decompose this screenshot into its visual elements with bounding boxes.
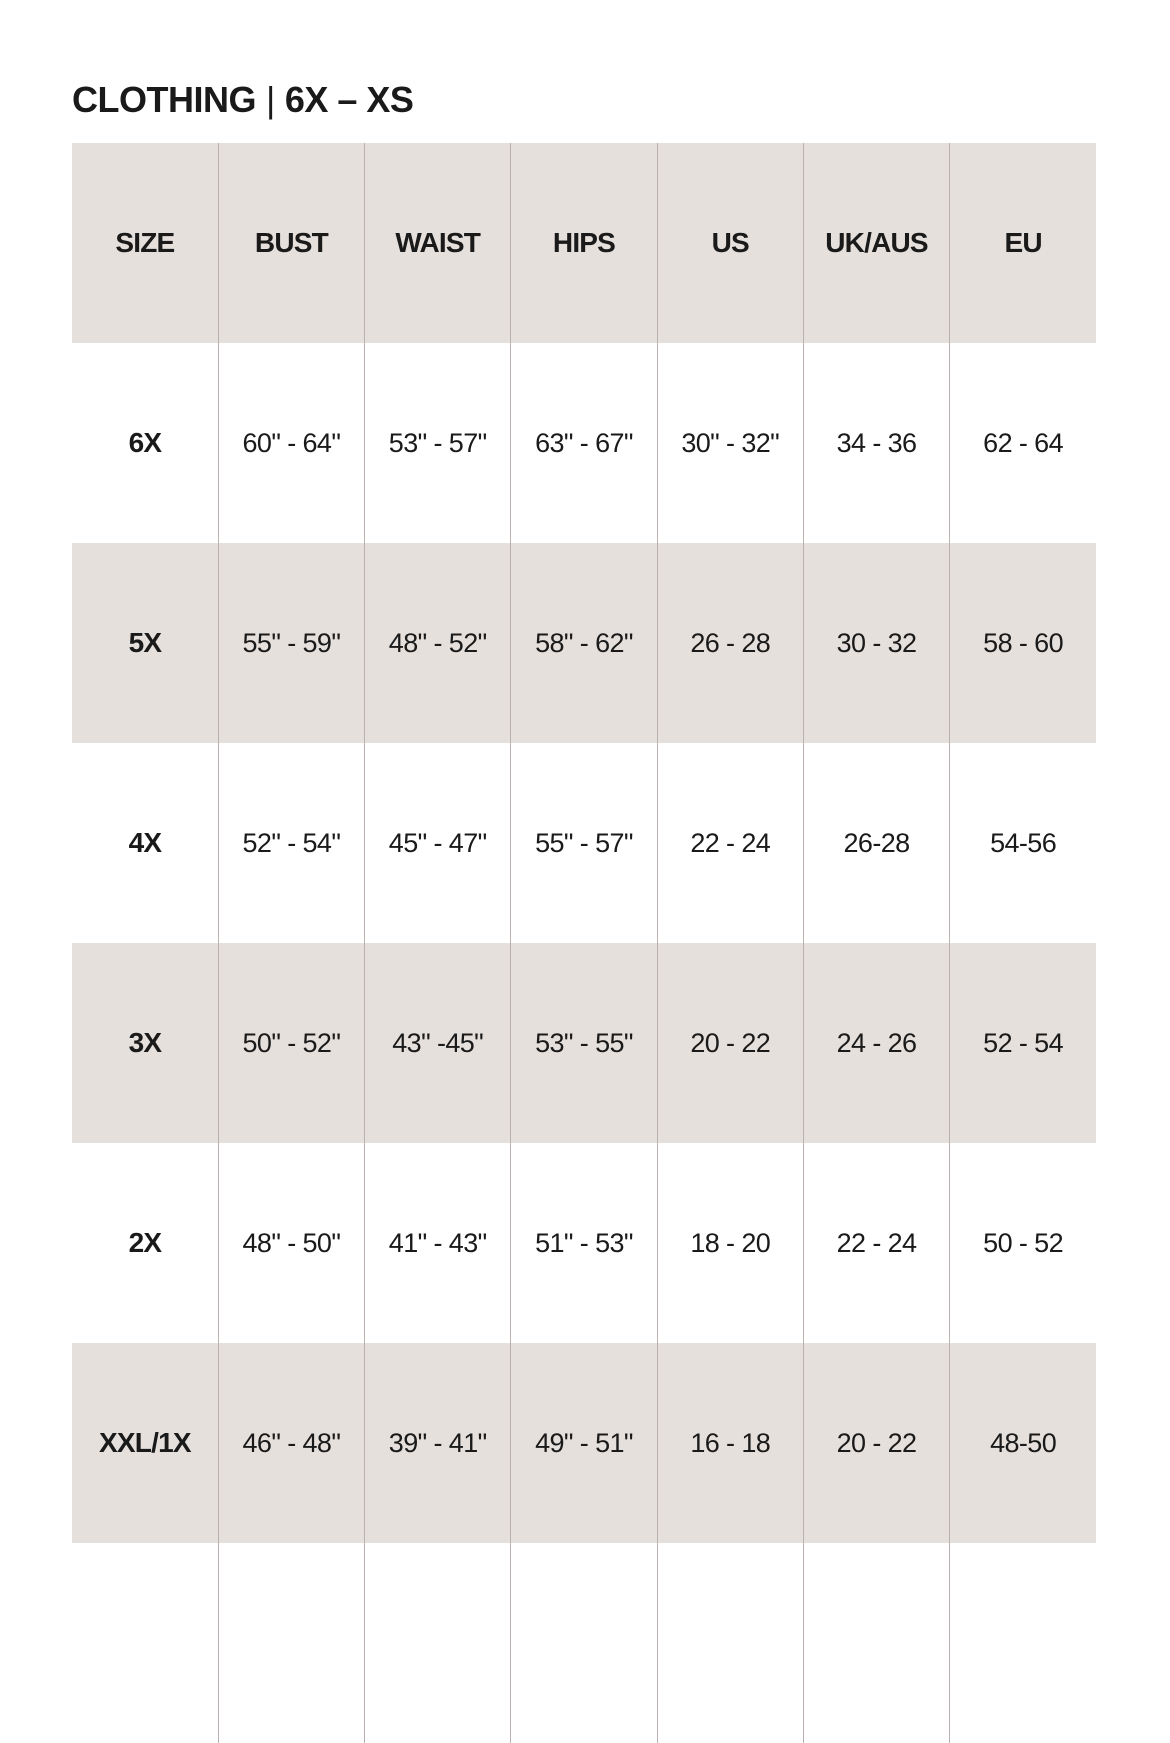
hips-cell: 55" - 57" (511, 743, 657, 943)
eu-cell: 58 - 60 (950, 543, 1096, 743)
waist-cell: 45" - 47" (365, 743, 511, 943)
header-size: SIZE (115, 227, 175, 258)
waist-cell: 39" - 41" (365, 1343, 511, 1543)
title-range: 6X – XS (284, 79, 414, 120)
header-us: US (657, 143, 803, 343)
uk-aus-cell: 26-28 (803, 743, 949, 943)
bust-cell: 55" - 59" (218, 543, 364, 743)
us-cell: 18 - 20 (657, 1143, 803, 1343)
uk-aus-cell: 30 - 32 (803, 543, 949, 743)
eu-cell: 48-50 (950, 1343, 1096, 1543)
size-cell: 6X (128, 427, 162, 458)
page-title (72, 78, 413, 122)
table-header-row (72, 143, 1096, 343)
uk-aus-cell: 24 - 26 (803, 943, 949, 1143)
size-cell: 5X (128, 627, 162, 658)
us-cell (657, 1543, 803, 1743)
hips-cell (511, 1543, 657, 1743)
size-cell (72, 1543, 218, 1743)
uk-aus-cell (803, 1543, 949, 1743)
hips-cell: 49" - 51" (511, 1343, 657, 1543)
title-main: CLOTHING (72, 79, 256, 120)
eu-cell: 52 - 54 (950, 943, 1096, 1143)
us-cell: 22 - 24 (657, 743, 803, 943)
header-uk-aus: UK/AUS (803, 143, 949, 343)
us-cell: 30" - 32" (657, 343, 803, 543)
size-cell: 3X (128, 1027, 162, 1058)
eu-cell (950, 1543, 1096, 1743)
hips-cell: 53" - 55" (511, 943, 657, 1143)
waist-cell: 41" - 43" (365, 1143, 511, 1343)
header-eu: EU (950, 143, 1096, 343)
eu-cell: 54-56 (950, 743, 1096, 943)
waist-cell: 53" - 57" (365, 343, 511, 543)
bust-cell (218, 1543, 364, 1743)
table-row (72, 343, 1096, 543)
bust-cell: 48" - 50" (218, 1143, 364, 1343)
bust-cell: 46" - 48" (218, 1343, 364, 1543)
table-row (72, 1343, 1096, 1543)
bust-cell: 52" - 54" (218, 743, 364, 943)
table-row-partial (72, 1543, 1096, 1743)
us-cell: 20 - 22 (657, 943, 803, 1143)
table-row (72, 1143, 1096, 1343)
size-cell: XXL/1X (99, 1427, 191, 1458)
size-cell: 4X (128, 827, 162, 858)
eu-cell: 62 - 64 (950, 343, 1096, 543)
us-cell: 26 - 28 (657, 543, 803, 743)
waist-cell: 43" -45" (365, 943, 511, 1143)
waist-cell (365, 1543, 511, 1743)
header-waist: WAIST (365, 143, 511, 343)
table-row (72, 943, 1096, 1143)
header-bust: BUST (218, 143, 364, 343)
eu-cell: 50 - 52 (950, 1143, 1096, 1343)
hips-cell: 51" - 53" (511, 1143, 657, 1343)
title-separator: | (265, 79, 275, 120)
hips-cell: 58" - 62" (511, 543, 657, 743)
bust-cell: 60" - 64" (218, 343, 364, 543)
bust-cell: 50" - 52" (218, 943, 364, 1143)
size-chart-table (72, 143, 1096, 1743)
size-cell: 2X (128, 1227, 162, 1258)
waist-cell: 48" - 52" (365, 543, 511, 743)
uk-aus-cell: 22 - 24 (803, 1143, 949, 1343)
uk-aus-cell: 34 - 36 (803, 343, 949, 543)
hips-cell: 63" - 67" (511, 343, 657, 543)
uk-aus-cell: 20 - 22 (803, 1343, 949, 1543)
table-row (72, 743, 1096, 943)
header-hips: HIPS (511, 143, 657, 343)
us-cell: 16 - 18 (657, 1343, 803, 1543)
table-row (72, 543, 1096, 743)
